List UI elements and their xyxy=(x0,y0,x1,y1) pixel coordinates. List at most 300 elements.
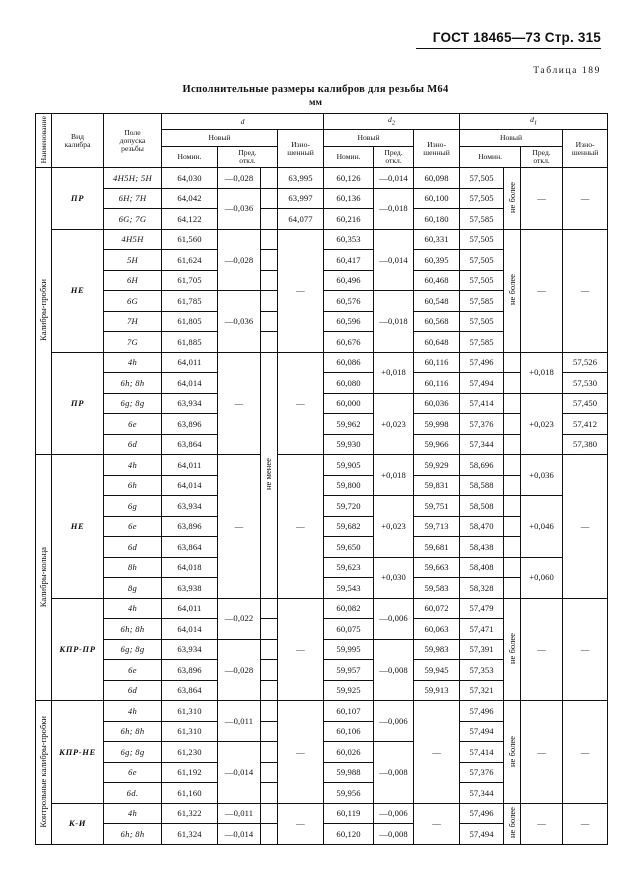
standard-header xyxy=(416,30,601,45)
standard-number: ГОСТ 18465—73 xyxy=(432,30,541,45)
d1-note-empty xyxy=(504,496,521,517)
thread-tolerance-field: 6g; 8g xyxy=(104,742,162,763)
d2-limit-deviation: —0,014 xyxy=(374,229,414,291)
d-nominal: 61,230 xyxy=(162,742,218,763)
d-note-empty xyxy=(261,803,278,824)
table-row xyxy=(36,701,608,722)
d-nominal: 61,705 xyxy=(162,270,218,291)
d2-nominal: 59,957 xyxy=(324,660,374,681)
thread-tolerance-field: 4h xyxy=(104,352,162,373)
d2-nominal: 60,086 xyxy=(324,352,374,373)
d1-limit-deviation: +0,036 xyxy=(521,455,563,496)
d2-worn: 60,116 xyxy=(414,373,460,394)
d-nominal: 63,896 xyxy=(162,414,218,435)
d2-nominal: 59,925 xyxy=(324,680,374,701)
d-nominal: 61,310 xyxy=(162,721,218,742)
d-note-empty xyxy=(261,250,278,271)
thread-tolerance-field: 7H xyxy=(104,311,162,332)
thread-tolerance-field: 6h; 8h xyxy=(104,619,162,640)
d-nominal: 61,160 xyxy=(162,783,218,804)
d1-nominal: 57,353 xyxy=(460,660,504,681)
table-number: Таблица 189 xyxy=(533,66,601,76)
d1-worn: 57,380 xyxy=(563,434,608,455)
d-note-empty xyxy=(261,229,278,250)
gauge-kind-cell: К-И xyxy=(52,803,104,844)
thread-tolerance-field: 6e xyxy=(104,414,162,435)
table-row xyxy=(36,803,608,824)
d1-note-empty xyxy=(504,434,521,455)
d1-note-empty xyxy=(504,414,521,435)
d2-nominal: 59,720 xyxy=(324,496,374,517)
d2-limit-deviation: —0,006 xyxy=(374,598,414,639)
section-name-cell: Калибры-пробки xyxy=(36,168,52,455)
d-limit-deviation: — xyxy=(218,352,261,455)
d1-limit-deviation: +0,023 xyxy=(521,393,563,455)
d2-worn: 59,913 xyxy=(414,680,460,701)
d-nominal: 63,938 xyxy=(162,578,218,599)
d2-worn: 60,100 xyxy=(414,188,460,209)
d-worn: — xyxy=(278,598,324,701)
d-nominal: 61,785 xyxy=(162,291,218,312)
d1-note-empty xyxy=(504,393,521,414)
d2-worn: 59,681 xyxy=(414,537,460,558)
d1-limit-deviation: — xyxy=(521,168,563,230)
d2-nominal: 60,136 xyxy=(324,188,374,209)
d-nominal: 61,624 xyxy=(162,250,218,271)
d2-nominal: 59,988 xyxy=(324,762,374,783)
d2-worn: 59,983 xyxy=(414,639,460,660)
d-nominal: 63,864 xyxy=(162,537,218,558)
d2-nominal: 59,905 xyxy=(324,455,374,476)
d1-limit-deviation: +0,018 xyxy=(521,352,563,393)
d1-limit-deviation: +0,060 xyxy=(521,557,563,598)
thread-tolerance-field: 6e xyxy=(104,516,162,537)
d1-limit-deviation: — xyxy=(521,701,563,804)
d-limit-deviation: —0,028 xyxy=(218,168,261,189)
d1-nominal: 57,344 xyxy=(460,783,504,804)
d1-nominal: 57,496 xyxy=(460,701,504,722)
d1-nominal: 57,391 xyxy=(460,639,504,660)
thread-tolerance-field: 4h xyxy=(104,803,162,824)
d1-worn: 57,526 xyxy=(563,352,608,373)
thread-tolerance-field: 6G; 7G xyxy=(104,209,162,230)
d-nominal: 61,885 xyxy=(162,332,218,353)
gauge-kind-cell: КПР-НЕ xyxy=(52,701,104,804)
d1-note-empty xyxy=(504,578,521,599)
d-worn: — xyxy=(278,701,324,804)
d-nominal: 64,014 xyxy=(162,619,218,640)
d1-note-ne-bolee: не более xyxy=(504,803,521,844)
th-group-d2: d2 xyxy=(324,114,460,130)
d1-nominal: 57,505 xyxy=(460,270,504,291)
th-group-d: d xyxy=(162,114,324,130)
measurements-table-wrap xyxy=(35,113,597,845)
d2-nominal: 60,082 xyxy=(324,598,374,619)
d1-nominal: 57,376 xyxy=(460,414,504,435)
d-nominal: 64,042 xyxy=(162,188,218,209)
d-nominal: 64,014 xyxy=(162,475,218,496)
d2-worn: 59,751 xyxy=(414,496,460,517)
d2-worn: 59,929 xyxy=(414,455,460,476)
thread-tolerance-field: 6e xyxy=(104,660,162,681)
d1-nominal: 58,508 xyxy=(460,496,504,517)
d-note-empty xyxy=(261,311,278,332)
d2-nominal: 59,543 xyxy=(324,578,374,599)
d1-note-empty xyxy=(504,537,521,558)
section-name-cell: Контрольные калибры-пробки xyxy=(36,701,52,845)
d-note-empty xyxy=(261,742,278,763)
d1-limit-deviation: — xyxy=(521,598,563,701)
d-note-empty xyxy=(261,188,278,209)
d1-nominal: 57,471 xyxy=(460,619,504,640)
d-nominal: 64,011 xyxy=(162,352,218,373)
d-nominal: 64,011 xyxy=(162,455,218,476)
gauge-kind-cell: НЕ xyxy=(52,229,104,352)
d1-note-empty xyxy=(504,475,521,496)
d2-worn: 60,548 xyxy=(414,291,460,312)
d-nominal: 63,934 xyxy=(162,496,218,517)
table-body xyxy=(36,168,608,845)
page-number: Стр. 315 xyxy=(544,30,601,45)
d-nominal: 64,122 xyxy=(162,209,218,230)
d1-nominal: 57,585 xyxy=(460,209,504,230)
d2-nominal: 60,075 xyxy=(324,619,374,640)
thread-tolerance-field: 6g; 8g xyxy=(104,393,162,414)
table-title: Исполнительные размеры калибров для резьбы М64 xyxy=(182,84,449,95)
d-note-empty xyxy=(261,619,278,640)
d1-nominal: 58,470 xyxy=(460,516,504,537)
d-limit-deviation: —0,022 xyxy=(218,598,261,639)
d2-limit-deviation: +0,023 xyxy=(374,496,414,558)
d1-nominal: 57,496 xyxy=(460,803,504,824)
d2-limit-deviation: —0,006 xyxy=(374,701,414,742)
d1-nominal: 57,479 xyxy=(460,598,504,619)
d2-worn: 60,098 xyxy=(414,168,460,189)
d-note-empty xyxy=(261,598,278,619)
d1-note-empty xyxy=(504,516,521,537)
d-limit-deviation: —0,028 xyxy=(218,639,261,701)
d2-worn: 60,395 xyxy=(414,250,460,271)
d-worn: 63,995 xyxy=(278,168,324,189)
d1-nominal: 57,496 xyxy=(460,352,504,373)
th-nom-d2: Номин. xyxy=(324,147,374,168)
d2-worn: 60,568 xyxy=(414,311,460,332)
document-header xyxy=(416,30,601,49)
d-nominal: 61,805 xyxy=(162,311,218,332)
d-nominal: 61,560 xyxy=(162,229,218,250)
d-limit-deviation: —0,011 xyxy=(218,701,261,742)
thread-tolerance-field: 4H5H; 5H xyxy=(104,168,162,189)
d1-nominal: 57,505 xyxy=(460,250,504,271)
d-note-empty xyxy=(261,762,278,783)
d2-nominal: 60,417 xyxy=(324,250,374,271)
thread-tolerance-field: 4h xyxy=(104,701,162,722)
th-worn-d1: Изно- шенный xyxy=(563,130,608,168)
d1-nominal: 58,438 xyxy=(460,537,504,558)
d2-worn: 60,072 xyxy=(414,598,460,619)
d2-limit-deviation: —0,006 xyxy=(374,803,414,824)
d-nominal: 63,896 xyxy=(162,516,218,537)
d2-nominal: 59,995 xyxy=(324,639,374,660)
d1-nominal: 58,408 xyxy=(460,557,504,578)
header-row-groups xyxy=(36,114,608,130)
units-label: мм xyxy=(309,98,322,108)
thread-tolerance-field: 8h xyxy=(104,557,162,578)
thread-tolerance-field: 4h xyxy=(104,598,162,619)
d1-worn: — xyxy=(563,455,608,599)
gauge-kind-cell: КПР-ПР xyxy=(52,598,104,701)
d-nominal: 64,018 xyxy=(162,557,218,578)
d2-nominal: 59,650 xyxy=(324,537,374,558)
d-limit-deviation: —0,011 xyxy=(218,803,261,824)
d-nominal: 63,864 xyxy=(162,434,218,455)
thread-tolerance-field: 6g; 8g xyxy=(104,639,162,660)
d-nominal: 61,310 xyxy=(162,701,218,722)
thread-tolerance-field: 6h; 8h xyxy=(104,824,162,845)
th-lim-d: Пред. откл. xyxy=(218,147,278,168)
th-nom-d: Номин. xyxy=(162,147,218,168)
d2-nominal: 59,962 xyxy=(324,414,374,435)
d1-worn: — xyxy=(563,598,608,701)
d1-nominal: 57,321 xyxy=(460,680,504,701)
d1-note-ne-bolee: не более xyxy=(504,598,521,701)
d-note-ne-menee: не менее xyxy=(261,352,278,598)
d2-worn: 60,648 xyxy=(414,332,460,353)
d-note-empty xyxy=(261,168,278,189)
d2-nominal: 59,956 xyxy=(324,783,374,804)
d1-nominal: 58,588 xyxy=(460,475,504,496)
d2-worn: — xyxy=(414,803,460,844)
th-group-d1: d1 xyxy=(460,114,608,130)
d-nominal: 61,324 xyxy=(162,824,218,845)
d-note-empty xyxy=(261,270,278,291)
d2-nominal: 60,106 xyxy=(324,721,374,742)
th-field: Поле допуска резьбы xyxy=(104,114,162,168)
d1-note-ne-bolee: не более xyxy=(504,168,521,230)
d-limit-deviation: —0,036 xyxy=(218,188,261,229)
d2-worn: 60,331 xyxy=(414,229,460,250)
thread-tolerance-field: 6H; 7H xyxy=(104,188,162,209)
d2-worn: 60,036 xyxy=(414,393,460,414)
gauge-kind-cell: НЕ xyxy=(52,455,104,599)
thread-tolerance-field: 6H xyxy=(104,270,162,291)
d-note-empty xyxy=(261,660,278,681)
d2-nominal: 60,026 xyxy=(324,742,374,763)
d1-nominal: 57,494 xyxy=(460,824,504,845)
d2-worn: 59,945 xyxy=(414,660,460,681)
d1-note-ne-bolee: не более xyxy=(504,229,521,352)
measurements-table xyxy=(35,113,608,845)
d-note-empty xyxy=(261,824,278,845)
thread-tolerance-field: 6e xyxy=(104,762,162,783)
table-row xyxy=(36,168,608,189)
thread-tolerance-field: 6h; 8h xyxy=(104,373,162,394)
d1-limit-deviation: — xyxy=(521,803,563,844)
d2-limit-deviation: +0,018 xyxy=(374,352,414,393)
d2-nominal: 60,596 xyxy=(324,311,374,332)
gauge-kind-cell: ПР xyxy=(52,352,104,455)
d-nominal: 61,192 xyxy=(162,762,218,783)
d2-limit-deviation: —0,008 xyxy=(374,824,414,845)
d-note-empty xyxy=(261,783,278,804)
d-limit-deviation: — xyxy=(218,455,261,599)
d-limit-deviation: —0,036 xyxy=(218,291,261,353)
d2-worn: 59,713 xyxy=(414,516,460,537)
th-lim-d2: Пред. откл. xyxy=(374,147,414,168)
d-note-empty xyxy=(261,680,278,701)
d2-nominal: 60,000 xyxy=(324,393,374,414)
d1-nominal: 57,505 xyxy=(460,229,504,250)
d-nominal: 63,934 xyxy=(162,393,218,414)
d2-worn: 59,831 xyxy=(414,475,460,496)
d2-nominal: 60,576 xyxy=(324,291,374,312)
d2-worn: 60,116 xyxy=(414,352,460,373)
d2-nominal: 60,676 xyxy=(324,332,374,353)
d1-worn: — xyxy=(563,229,608,352)
d2-nominal: 60,120 xyxy=(324,824,374,845)
d1-nominal: 57,585 xyxy=(460,291,504,312)
d1-note-empty xyxy=(504,455,521,476)
d2-limit-deviation: +0,030 xyxy=(374,557,414,598)
d-worn: — xyxy=(278,455,324,599)
d2-nominal: 60,496 xyxy=(324,270,374,291)
d1-nominal: 57,494 xyxy=(460,373,504,394)
d2-worn: 59,663 xyxy=(414,557,460,578)
d1-worn: — xyxy=(563,168,608,230)
d1-limit-deviation: — xyxy=(521,229,563,352)
d1-nominal: 57,505 xyxy=(460,168,504,189)
d1-nominal: 58,696 xyxy=(460,455,504,476)
d1-worn: 57,450 xyxy=(563,393,608,414)
d1-worn: — xyxy=(563,701,608,804)
d-nominal: 63,934 xyxy=(162,639,218,660)
thread-tolerance-field: 6G xyxy=(104,291,162,312)
d1-nominal: 57,414 xyxy=(460,393,504,414)
th-new-d2: Новый xyxy=(324,130,414,147)
d2-limit-deviation: —0,014 xyxy=(374,168,414,189)
d2-nominal: 60,353 xyxy=(324,229,374,250)
d2-nominal: 59,623 xyxy=(324,557,374,578)
th-name: Наименование xyxy=(36,114,52,168)
d-note-empty xyxy=(261,701,278,722)
thread-tolerance-field: 4H5H xyxy=(104,229,162,250)
th-new-d1: Новый xyxy=(460,130,563,147)
th-worn-d: Изно- шенный xyxy=(278,130,324,168)
d-limit-deviation: —0,028 xyxy=(218,229,261,291)
d-nominal: 64,014 xyxy=(162,373,218,394)
d1-nominal: 58,328 xyxy=(460,578,504,599)
thread-tolerance-field: 6h; 8h xyxy=(104,721,162,742)
d-note-empty xyxy=(261,209,278,230)
th-nom-d1: Номин. xyxy=(460,147,521,168)
d2-worn: — xyxy=(414,701,460,804)
thread-tolerance-field: 8g xyxy=(104,578,162,599)
d-note-empty xyxy=(261,639,278,660)
d-worn: — xyxy=(278,229,324,352)
d1-nominal: 57,376 xyxy=(460,762,504,783)
d-nominal: 63,864 xyxy=(162,680,218,701)
section-name-cell: Калибры-кольца xyxy=(36,455,52,701)
thread-tolerance-field: 6d xyxy=(104,434,162,455)
d2-nominal: 60,107 xyxy=(324,701,374,722)
d2-worn: 60,180 xyxy=(414,209,460,230)
thread-tolerance-field: 4h xyxy=(104,455,162,476)
d1-note-empty xyxy=(504,373,521,394)
d2-worn: 59,583 xyxy=(414,578,460,599)
d-worn: 63,997 xyxy=(278,188,324,209)
d-nominal: 64,030 xyxy=(162,168,218,189)
d2-nominal: 60,126 xyxy=(324,168,374,189)
d2-nominal: 60,080 xyxy=(324,373,374,394)
thread-tolerance-field: 7G xyxy=(104,332,162,353)
d2-worn: 59,966 xyxy=(414,434,460,455)
thread-tolerance-field: 6h xyxy=(104,475,162,496)
d2-nominal: 59,930 xyxy=(324,434,374,455)
d2-nominal: 59,682 xyxy=(324,516,374,537)
d2-worn: 60,468 xyxy=(414,270,460,291)
d2-nominal: 60,216 xyxy=(324,209,374,230)
d-worn: — xyxy=(278,352,324,455)
table-head xyxy=(36,114,608,168)
d-limit-deviation: —0,014 xyxy=(218,824,261,845)
thread-tolerance-field: 6d. xyxy=(104,783,162,804)
d2-nominal: 59,800 xyxy=(324,475,374,496)
d2-limit-deviation: +0,023 xyxy=(374,393,414,455)
d-nominal: 61,322 xyxy=(162,803,218,824)
table-row xyxy=(36,598,608,619)
d-limit-deviation: —0,014 xyxy=(218,742,261,804)
d1-note-ne-bolee: не более xyxy=(504,701,521,804)
d2-limit-deviation: —0,018 xyxy=(374,291,414,353)
d2-limit-deviation: —0,008 xyxy=(374,639,414,701)
d-worn: 64,077 xyxy=(278,209,324,230)
thread-tolerance-field: 6g xyxy=(104,496,162,517)
table-row xyxy=(36,455,608,476)
d1-nominal: 57,585 xyxy=(460,332,504,353)
d1-note-empty xyxy=(504,352,521,373)
d2-limit-deviation: —0,008 xyxy=(374,742,414,804)
d1-worn: — xyxy=(563,803,608,844)
d1-nominal: 57,505 xyxy=(460,188,504,209)
d-note-empty xyxy=(261,291,278,312)
d1-worn: 57,412 xyxy=(563,414,608,435)
d2-limit-deviation: +0,018 xyxy=(374,455,414,496)
d1-note-empty xyxy=(504,557,521,578)
table-row xyxy=(36,229,608,250)
d-note-empty xyxy=(261,721,278,742)
d1-worn: 57,530 xyxy=(563,373,608,394)
thread-tolerance-field: 5H xyxy=(104,250,162,271)
d1-nominal: 57,505 xyxy=(460,311,504,332)
th-kind: Вид калибра xyxy=(52,114,104,168)
d-worn: — xyxy=(278,803,324,844)
d-nominal: 64,011 xyxy=(162,598,218,619)
thread-tolerance-field: 6d xyxy=(104,680,162,701)
d1-nominal: 57,494 xyxy=(460,721,504,742)
d1-limit-deviation: +0,046 xyxy=(521,496,563,558)
gauge-kind-cell: ПР xyxy=(52,168,104,230)
d2-nominal: 60,119 xyxy=(324,803,374,824)
th-lim-d1: Пред. откл. xyxy=(521,147,563,168)
d2-worn: 60,063 xyxy=(414,619,460,640)
d2-limit-deviation: —0,018 xyxy=(374,188,414,229)
thread-tolerance-field: 6d xyxy=(104,537,162,558)
d1-nominal: 57,414 xyxy=(460,742,504,763)
th-worn-d2: Изно- шенный xyxy=(414,130,460,168)
d1-nominal: 57,344 xyxy=(460,434,504,455)
th-new-d: Новый xyxy=(162,130,278,147)
d-note-empty xyxy=(261,332,278,353)
